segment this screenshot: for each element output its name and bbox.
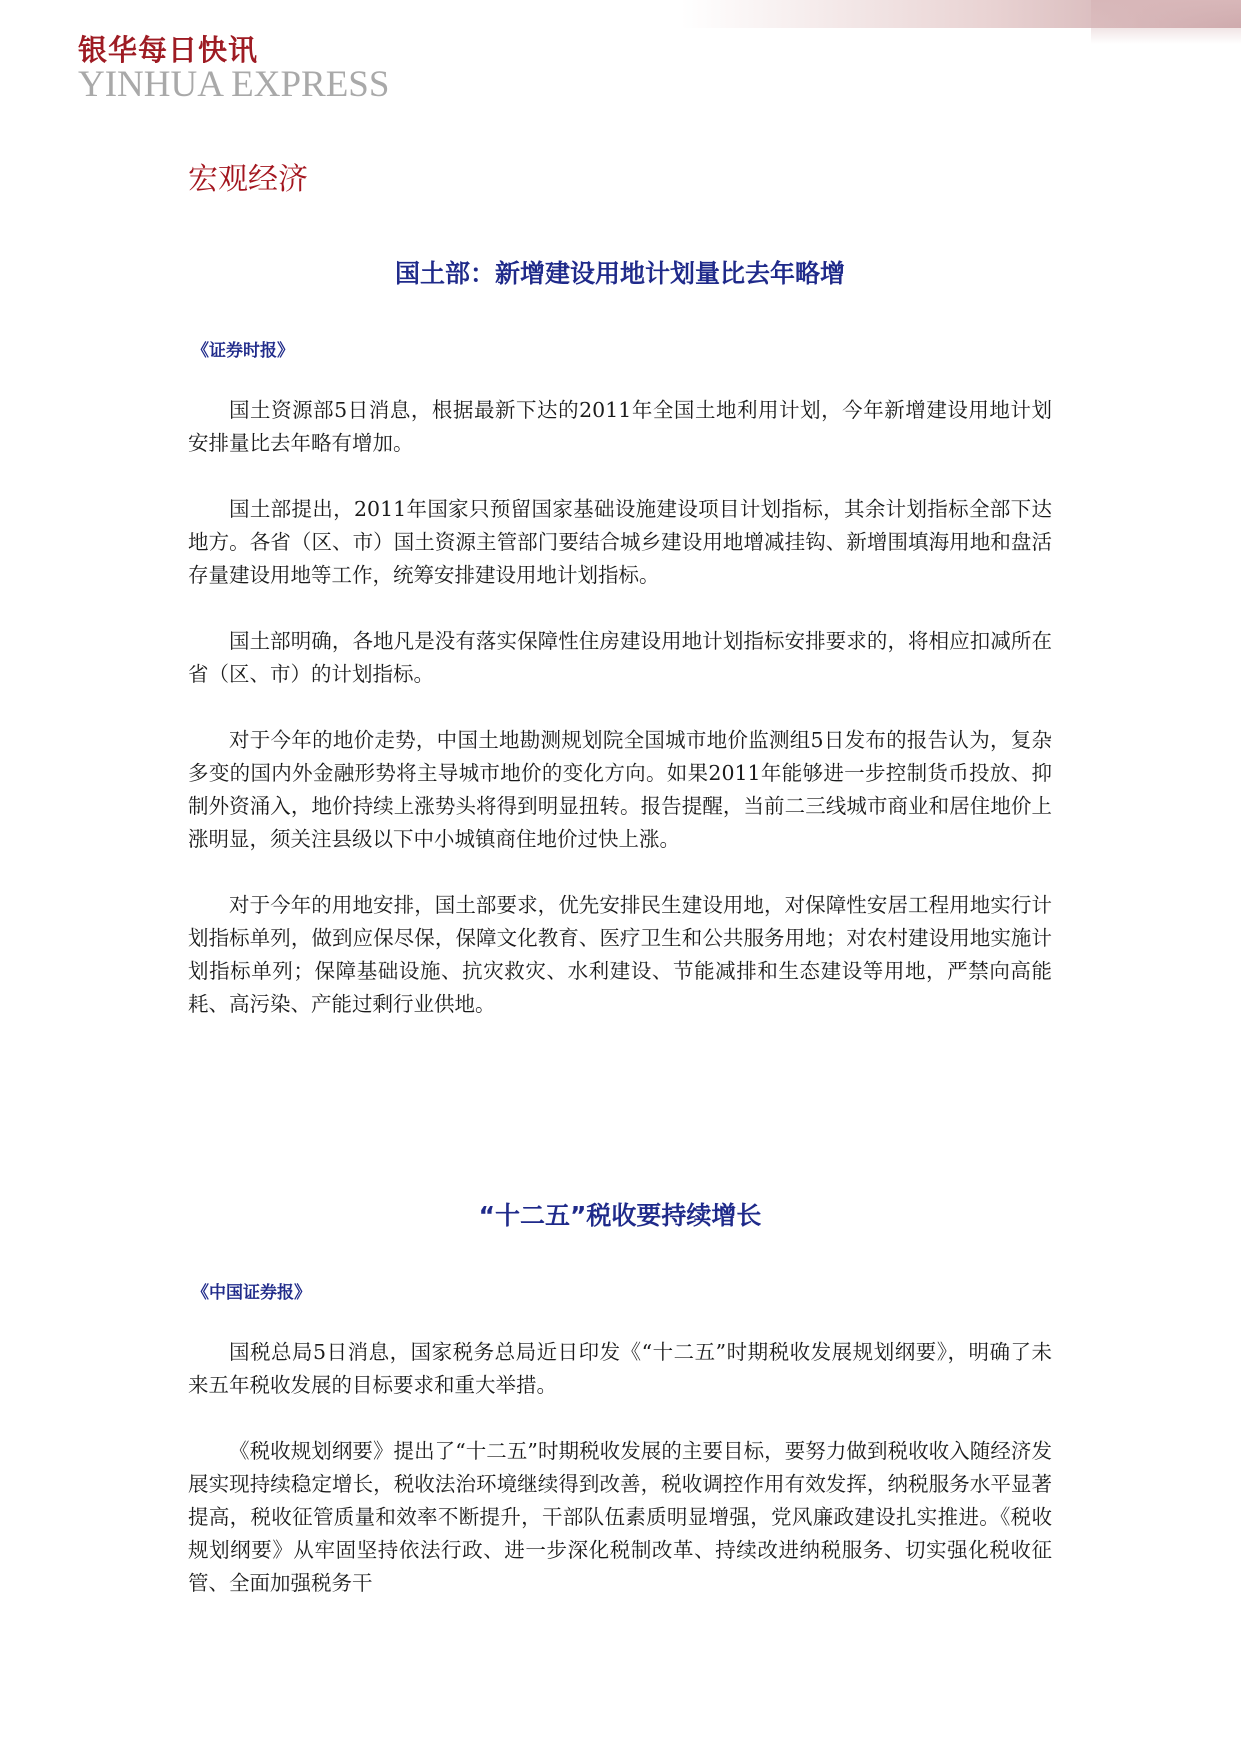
paragraph: 《税收规划纲要》提出了“十二五”时期税收发展的主要目标，要努力做到税收收入随经济发展实现持续稳定增长，税收法治环境继续得到改善，税收调控作用有效发挥，纳税服务水平显著提高，税收征管质量和效率不断提升，干部队伍素质明显增强，党风廉政建设扎实推进。《税收规划纲要》从牢固坚持依法行政、进一步深化税制改革、持续改进纳税服务、切实强化税收征管、全面加强税务干	[188, 1439, 1052, 1595]
paragraph: 对于今年的用地安排，国土部要求，优先安排民生建设用地，对保障性安居工程用地实行计划指标单列，做到应保尽保，保障文化教育、医疗卫生和公共服务用地；对农村建设用地实施计划指标单列；保障基础设施、抗灾救灾、水利建设、节能减排和生态建设等用地，严禁向高能耗、高污染、产能过剩行业供地。	[188, 893, 1052, 1016]
logo-english-text: YINHUA EXPRESS	[78, 64, 390, 105]
article-body-1	[188, 394, 1052, 1054]
paragraph: 国税总局5日消息，国家税务总局近日印发《“十二五”时期税收发展规划纲要》，明确了未来五年税收发展的目标要求和重大举措。	[188, 1340, 1052, 1397]
paragraph: 对于今年的地价走势，中国土地勘测规划院全国城市地价监测组5日发布的报告认为，复杂多变的国内外金融形势将主导城市地价的变化方向。如果2011年能够进一步控制货币投放、抑制外资涌入，地价持续上涨势头将得到明显扭转。报告提醒，当前二三线城市商业和居住地价上涨明显，须关注县级以下中小城镇商住地价过快上涨。	[188, 728, 1052, 851]
article-source-2: 《中国证券报》	[192, 1283, 311, 1303]
article-title-2: “十二五”税收要持续增长	[478, 1201, 762, 1230]
brand-logo	[78, 32, 418, 112]
article-source-1: 《证券时报》	[192, 341, 294, 361]
paragraph: 国土部明确，各地凡是没有落实保障性住房建设用地计划指标安排要求的，将相应扣减所在省（区、市）的计划指标。	[188, 629, 1052, 686]
paragraph: 国土资源部5日消息，根据最新下达的2011年全国土地利用计划，今年新增建设用地计划安排量比去年略有增加。	[188, 398, 1052, 455]
paragraph: 国土部提出，2011年国家只预留国家基础设施建设项目计划指标，其余计划指标全部下达地方。各省（区、市）国土资源主管部门要结合城乡建设用地增减挂钩、新增围填海用地和盘活存量建设用地等工作，统筹安排建设用地计划指标。	[188, 497, 1052, 587]
logo-chinese-text: 银华每日快讯	[78, 33, 259, 67]
header-decoration-corner	[1091, 0, 1241, 44]
article-title-1: 国土部：新增建设用地计划量比去年略增	[394, 259, 845, 288]
article-body-2	[188, 1336, 1052, 1633]
section-title: 宏观经济	[188, 162, 308, 197]
